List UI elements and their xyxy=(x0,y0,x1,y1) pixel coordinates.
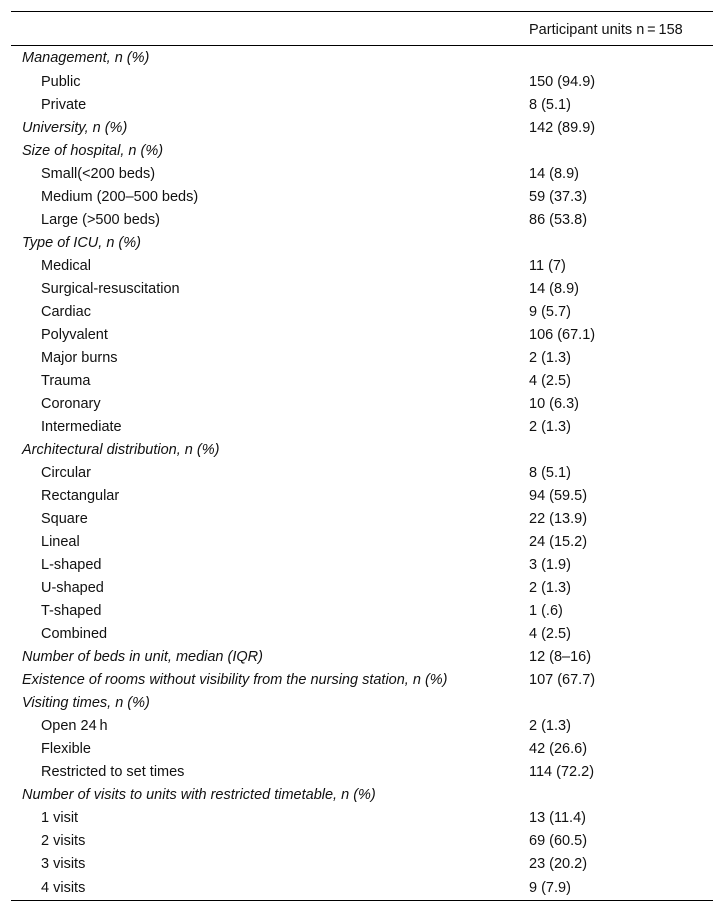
category-row xyxy=(11,645,713,668)
table-row xyxy=(11,392,713,415)
item-label: Major burns xyxy=(41,349,118,366)
item-label: T-shaped xyxy=(41,602,102,619)
value-cell: 150 (94.9) xyxy=(529,73,596,90)
table-row xyxy=(11,346,713,369)
value-cell: 8 (5.1) xyxy=(529,464,571,481)
table-row xyxy=(11,760,713,783)
header-participant-units: Participant units n = 158 xyxy=(518,12,713,46)
item-label: Rectangular xyxy=(41,487,120,504)
table-row xyxy=(11,806,713,829)
value-cell: 11 (7) xyxy=(529,257,566,274)
category-label: Visiting times, n (%) xyxy=(22,694,150,711)
table-row xyxy=(11,369,713,392)
item-label: Coronary xyxy=(41,395,101,412)
item-label: 3 visits xyxy=(41,855,86,872)
value-cell: 4 (2.5) xyxy=(529,625,571,642)
value-cell xyxy=(518,691,713,714)
item-label: Combined xyxy=(41,625,108,642)
table-header xyxy=(11,12,713,46)
item-label: L-shaped xyxy=(41,556,102,573)
table-row xyxy=(11,530,713,553)
category-label: Management, n (%) xyxy=(22,50,150,66)
category-label: University, n (%) xyxy=(22,119,128,136)
item-label: 2 visits xyxy=(41,832,86,849)
item-label: 4 visits xyxy=(11,875,518,901)
category-label: Size of hospital, n (%) xyxy=(22,142,164,159)
value-cell: 106 (67.1) xyxy=(529,326,596,343)
table-row xyxy=(11,162,713,185)
value-cell: 23 (20.2) xyxy=(529,855,588,872)
header-row xyxy=(11,12,713,46)
value-cell: 13 (11.4) xyxy=(529,809,586,826)
table-row xyxy=(11,185,713,208)
item-label: Small(<200 beds) xyxy=(41,165,156,182)
table-body xyxy=(11,46,713,901)
category-row xyxy=(11,116,713,139)
table-row xyxy=(11,484,713,507)
value-cell: 86 (53.8) xyxy=(529,211,588,228)
characteristics-table-container xyxy=(11,11,713,901)
category-row xyxy=(11,139,713,162)
item-label: Public xyxy=(41,73,81,90)
item-label: Private xyxy=(41,96,87,113)
item-label: Flexible xyxy=(41,740,91,757)
value-cell: 2 (1.3) xyxy=(529,349,571,366)
item-label: Medical xyxy=(41,257,91,274)
category-row xyxy=(11,46,713,71)
value-cell: 107 (67.7) xyxy=(529,671,596,688)
table-row xyxy=(11,714,713,737)
category-label: Number of beds in unit, median (IQR) xyxy=(22,648,263,665)
table-row xyxy=(11,323,713,346)
item-label: Open 24 h xyxy=(41,717,108,734)
item-label: Surgical-resuscitation xyxy=(41,280,180,297)
item-label: U-shaped xyxy=(41,579,104,596)
value-cell: 142 (89.9) xyxy=(529,119,596,136)
table-row xyxy=(11,829,713,852)
item-label: Circular xyxy=(41,464,91,481)
value-cell: 22 (13.9) xyxy=(529,510,588,527)
category-row xyxy=(11,691,713,714)
value-cell: 9 (7.9) xyxy=(518,875,713,901)
table-row xyxy=(11,254,713,277)
category-row xyxy=(11,668,713,691)
table-row xyxy=(11,70,713,93)
table-row xyxy=(11,576,713,599)
characteristics-table xyxy=(11,11,713,901)
item-label: Medium (200–500 beds) xyxy=(41,188,199,205)
value-cell: 94 (59.5) xyxy=(529,487,588,504)
value-cell: 12 (8–16) xyxy=(529,648,592,665)
header-label-cell xyxy=(11,12,518,46)
value-cell: 8 (5.1) xyxy=(529,96,571,113)
table-row xyxy=(11,277,713,300)
table-row xyxy=(11,300,713,323)
item-label: 1 visit xyxy=(41,809,79,826)
value-cell: 1 (.6) xyxy=(529,602,563,619)
category-row xyxy=(11,231,713,254)
table-row xyxy=(11,415,713,438)
item-label: Restricted to set times xyxy=(41,763,185,780)
value-cell: 69 (60.5) xyxy=(529,832,588,849)
value-cell xyxy=(518,231,713,254)
value-cell xyxy=(518,438,713,461)
category-label: Number of visits to units with restricted timetable, n (%) xyxy=(22,786,376,803)
category-label: Existence of rooms without visibility from the nursing station, n (%) xyxy=(22,671,448,688)
value-cell: 24 (15.2) xyxy=(529,533,588,550)
value-cell: 14 (8.9) xyxy=(529,165,579,182)
category-row xyxy=(11,438,713,461)
table-row xyxy=(11,737,713,760)
table-row xyxy=(11,553,713,576)
table-row xyxy=(11,461,713,484)
table-row xyxy=(11,93,713,116)
category-label: Architectural distribution, n (%) xyxy=(22,441,220,458)
value-cell: 114 (72.2) xyxy=(529,763,595,780)
table-row xyxy=(11,852,713,875)
item-label: Large (>500 beds) xyxy=(41,211,160,228)
table-row xyxy=(11,507,713,530)
value-cell: 2 (1.3) xyxy=(529,717,571,734)
table-row xyxy=(11,208,713,231)
value-cell: 42 (26.6) xyxy=(529,740,588,757)
value-cell xyxy=(518,783,713,806)
item-label: Trauma xyxy=(41,372,91,389)
item-label: Lineal xyxy=(41,533,80,550)
value-cell: 59 (37.3) xyxy=(529,188,588,205)
category-label: Type of ICU, n (%) xyxy=(22,234,141,251)
item-label: Square xyxy=(41,510,88,527)
table-row xyxy=(11,622,713,645)
item-label: Intermediate xyxy=(41,418,122,435)
category-row xyxy=(11,783,713,806)
value-cell xyxy=(518,46,713,71)
value-cell xyxy=(518,139,713,162)
value-cell: 2 (1.3) xyxy=(529,418,571,435)
item-label: Polyvalent xyxy=(41,326,108,343)
item-label: Cardiac xyxy=(41,303,91,320)
value-cell: 10 (6.3) xyxy=(529,395,579,412)
value-cell: 9 (5.7) xyxy=(529,303,571,320)
value-cell: 14 (8.9) xyxy=(529,280,579,297)
value-cell: 3 (1.9) xyxy=(529,556,571,573)
value-cell: 2 (1.3) xyxy=(529,579,571,596)
table-row xyxy=(11,599,713,622)
value-cell: 4 (2.5) xyxy=(529,372,571,389)
table-row xyxy=(11,875,713,901)
